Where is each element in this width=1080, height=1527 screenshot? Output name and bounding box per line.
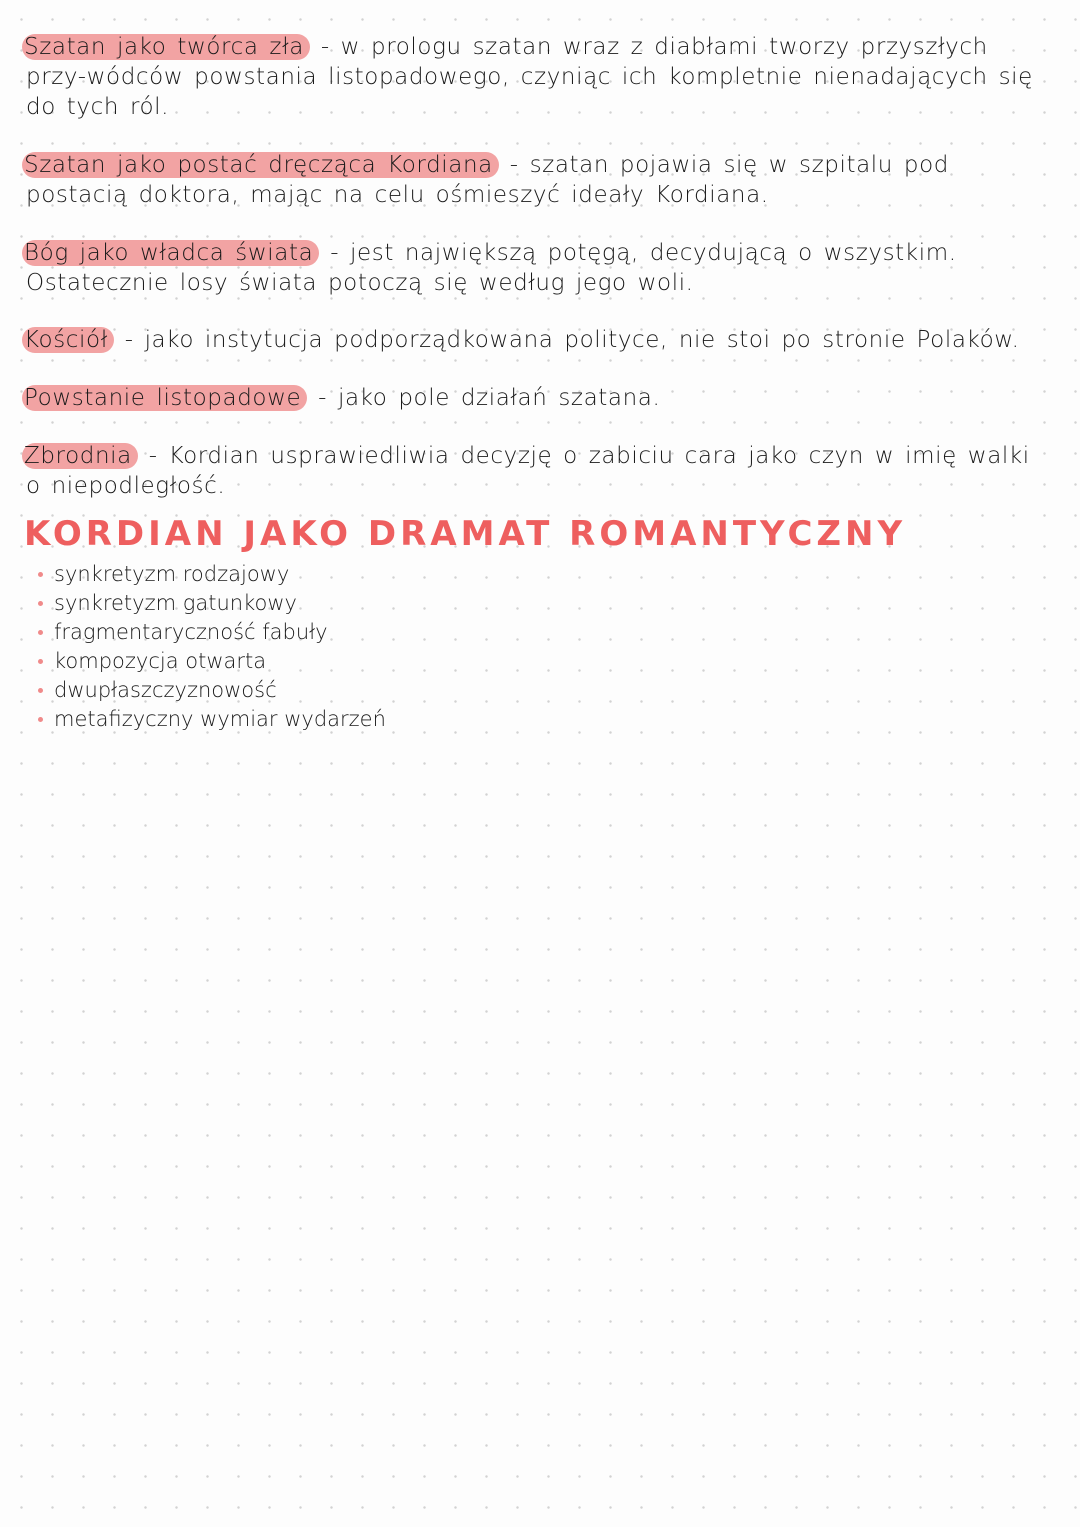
- entry-powstanie-listopadowe: [26, 383, 1036, 413]
- entry-text: - jako instytucja podporządkowana polityce, nie stoi po stronie Polaków.: [113, 327, 1020, 353]
- list-item-text: kompozycja otwarta: [54, 649, 267, 673]
- list-item-text: synkretyzm gatunkowy: [54, 591, 297, 615]
- feature-list: [34, 560, 386, 734]
- entry-bog-wladca-swiata: [26, 238, 1036, 298]
- list-item: [34, 618, 386, 647]
- highlighted-term: Powstanie listopadowe: [22, 385, 307, 411]
- bullet-dot-icon: [38, 688, 43, 693]
- highlighted-term: Zbrodnia: [22, 443, 138, 469]
- list-item-text: metafizyczny wymiar wydarzeń: [54, 707, 386, 731]
- highlighted-term: Szatan jako postać dręcząca Kordiana: [22, 152, 499, 178]
- entry-kosciol: [26, 325, 1036, 355]
- entry-text: - Kordian usprawiedliwia decyzję o zabiciu cara jako czyn w imię walki o niepodległość.: [26, 443, 1030, 499]
- bullet-dot-icon: [38, 717, 43, 722]
- highlighted-term: Bóg jako władca świata: [22, 240, 319, 266]
- list-item: [34, 647, 386, 676]
- highlighted-term: Szatan jako twórca zła: [22, 34, 310, 60]
- bullet-dot-icon: [38, 572, 43, 577]
- bullet-dot-icon: [38, 659, 43, 664]
- section-heading: KORDIAN JAKO DRAMAT ROMANTYCZNY: [24, 514, 907, 554]
- list-item: [34, 705, 386, 734]
- entry-text: - w prologu szatan wraz z diabłami tworzy przyszłych przy-wódców powstania listopadowego, czyniąc ich kompletnie nienadających się do tych ról.: [26, 34, 1033, 120]
- highlighted-term: Kościół: [22, 327, 114, 353]
- list-item-text: fragmentaryczność fabuły: [54, 620, 328, 644]
- entry-text: - jako pole działań szatana.: [307, 385, 661, 411]
- list-item-text: synkretyzm rodzajowy: [54, 562, 290, 586]
- list-item: [34, 676, 386, 705]
- bullet-dot-icon: [38, 601, 43, 606]
- entry-zbrodnia: [26, 441, 1036, 501]
- entry-szatan-dreczacy-kordiana: [26, 150, 1036, 210]
- list-item: [34, 589, 386, 618]
- list-item-text: dwupłaszczyznowość: [54, 678, 277, 702]
- entry-text: - szatan pojawia się w szpitalu pod postacią doktora, mając na celu ośmieszyć ideały Kordiana.: [26, 152, 949, 208]
- entry-szatan-tworca-zla: [26, 32, 1036, 122]
- bullet-dot-icon: [38, 630, 43, 635]
- list-item: [34, 560, 386, 589]
- entry-text: - jest największą potęgą, decydującą o wszystkim. Ostatecznie losy świata potoczą się według jego woli.: [26, 240, 957, 296]
